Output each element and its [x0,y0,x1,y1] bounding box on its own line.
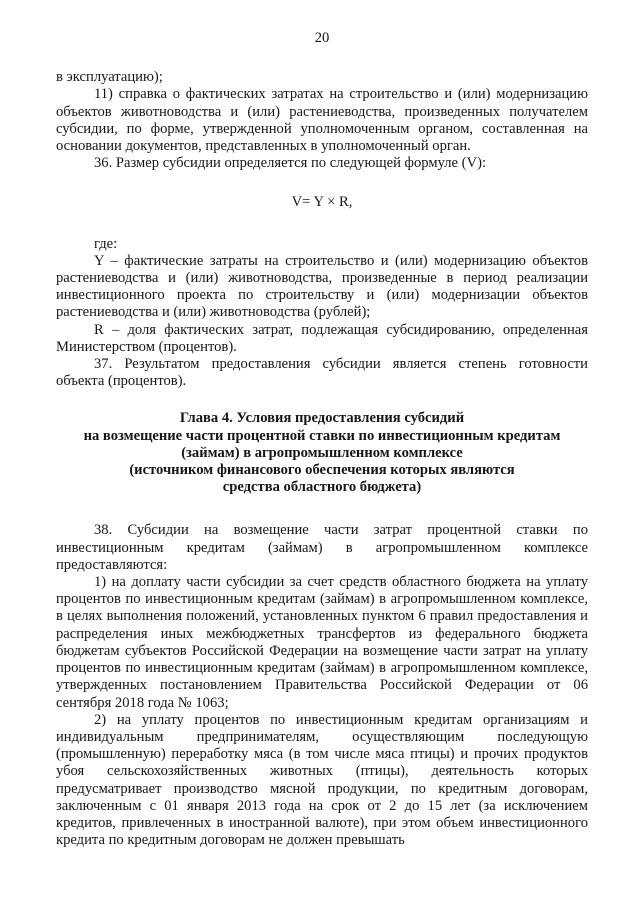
chapter-heading [56,410,588,496]
paragraph-37: 37. Результатом предоставления субсидии является степень готовности объекта (процентов). [56,356,588,390]
paragraph-38-item-2: 2) на уплату процентов по инвестиционным кредитам организациям и индивидуальным предпринимателям, осуществляющим последующую (промышленную) переработку мяса (в том числе мяса птицы) и прочих продуктов убоя сельскохозяйственных животных (птицы), деятельность которых предусматривает производство мясной продукции, по кредитным договорам, заключенным с 01 января 2013 года на срок от 2 до 15 лет (за исключением кредитов, привлеченных в иностранной валюте), при этом объем инвестиционного кредита по кредитным договорам не должен превышать [56,711,588,849]
chapter-heading-line: Глава 4. Условия предоставления субсидий [179,410,465,427]
definitions-intro: где: [94,235,118,252]
chapter-heading-line: (источником финансового обеспечения которых являются [129,462,515,479]
paragraph-38-item-1: 1) на доплату части субсидии за счет средств областного бюджета на уплату процентов по инвестиционным кредитам (займам) в агропромышленном комплексе, в целях выполнения положений, установленных пунктом 6 правил предоставления и распределения иных межбюджетных трансфертов из федерального бюджета бюджетам субъектов Российской Федерации на возмещение части затрат на уплату процентов по инвестиционным кредитам (займам) в агропромышленном комплексе, утвержденных постановлением Правительства Российской Федерации от 06 сентября 2018 года № 1063; [56,574,588,711]
chapter-heading-line: средства областного бюджета) [222,479,422,496]
definition-r: R – доля фактических затрат, подлежащая субсидированию, определенная Министерством (процентов). [56,321,588,355]
paragraph-item-11: 11) справка о фактических затратах на строительство и (или) модернизацию объектов животноводства и (или) растениеводства, произведенных получателем субсидии, по форме, утвержденной уполномоченным органом, составленная на основании документов, представленных в уполномоченный орган. [56,86,588,155]
formula: V= Y × R, [291,194,353,211]
definition-y: Y – фактические затраты на строительство и (или) модернизацию объектов растениеводства и (или) животноводства, произведенные в период реализации инвестиционного проекта по строительству и (или) модернизации объектов растениеводства и (или) животноводства (рублей); [56,252,588,321]
paragraph-38: 38. Субсидии на возмещение части затрат процентной ставки по инвестиционным кредитам (займам) в агропромышленном комплексе предоставляются: [56,522,588,573]
chapter-heading-line: на возмещение части процентной ставки по инвестиционным кредитам [83,427,561,444]
chapter-heading-line: (займам) в агропромышленном комплексе [181,444,463,461]
paragraph-36: 36. Размер субсидии определяется по следующей формуле (V): [94,155,486,172]
page-number: 20 [314,30,330,46]
paragraph-continuation: в эксплуатацию); [56,69,163,86]
